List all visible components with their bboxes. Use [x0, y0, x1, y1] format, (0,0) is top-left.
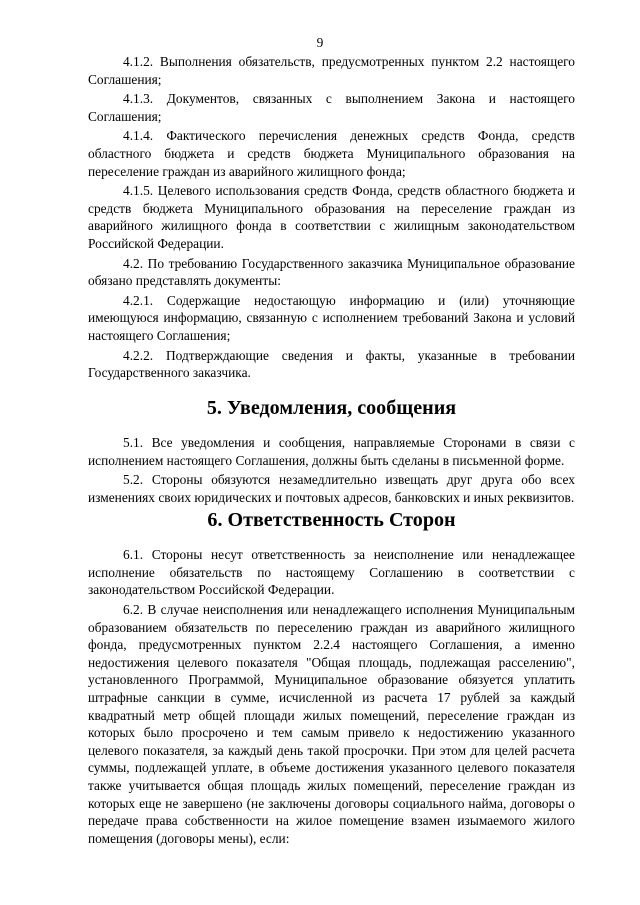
document-body: [88, 53, 575, 849]
paragraph-4-2-2: 4.2.2. Подтверждающие сведения и факты, указанные в требовании Государственного заказчика.: [88, 347, 575, 381]
paragraph-4-1-2: 4.1.2. Выполнения обязательств, предусмотренных пунктом 2.2 настоящего Соглашения;: [88, 54, 575, 87]
paragraph-4-1-5: 4.1.5. Целевого использования средств Фонда, средств областного бюджета и средств бюджета Муниципального образования на переселение граждан из аварийного жилищного фонда в соответствии с жилищным законодательством Российской Федерации.: [88, 183, 575, 251]
paragraph-4-2-1: 4.2.1. Содержащие недостающую информацию и (или) уточняющие имеющуюся информацию, связанную с исполнением требований Закона и условий настоящего Соглашения;: [88, 292, 575, 343]
paragraph-4-1-4: 4.1.4. Фактического перечисления денежных средств Фонда, средств областного бюджета и средств бюджета Муниципального образования на переселение граждан из аварийного жилищного фонда;: [88, 128, 575, 179]
paragraph-6-1: 6.1. Стороны несут ответственность за неисполнение или ненадлежащее исполнение обязательств по настоящему Соглашению в соответствии с законодательством Российской Федерации.: [88, 547, 575, 598]
section-6-heading: 6. Ответственность Сторон: [207, 508, 456, 531]
paragraph-4-2: 4.2. По требованию Государственного заказчика Муниципальное образование обязано представлять документы:: [88, 255, 575, 289]
paragraph-5-2: 5.2. Стороны обязуются незамедлительно извещать друг друга обо всех изменениях своих юридических и почтовых адресов, банковских и иных реквизитов.: [88, 472, 575, 506]
paragraph-6-2: 6.2. В случае неисполнения или ненадлежащего исполнения Муниципальным образованием обязательств по переселению граждан из аварийного жилищного фонда, предусмотренных пунктом 2.2.4 настоящего Соглашения, а именно недостижения целевого показателя "Общая площадь, подлежащая расселению", установленного Программой, Муниципальное образование обязуется уплатить штрафные санкции в сумме, исчисленной из расчета 17 рублей за каждый квадратный метр общей площади жилых помещений, переселение граждан из которых было просрочено и тем самым привело к недостижению указанного целевого показателя, за каждый день такой просрочки. При этом для целей расчета суммы, подлежащей уплате, в объеме достижения указанного целевого показателя также учитывается общая площадь жилых помещений, переселение граждан из которых еще не завершено (не заключены договоры социального найма, договоры о передаче права собственности на жилое помещение взамен изымаемого жилого помещения (договоры мены), если:: [88, 602, 575, 846]
section-5-heading: 5. Уведомления, сообщения: [206, 396, 457, 419]
paragraph-5-1: 5.1. Все уведомления и сообщения, направляемые Сторонами в связи с исполнением настоящего Соглашения, должны быть сделаны в письменной форме.: [88, 435, 575, 468]
page-number: 9: [316, 35, 324, 50]
paragraph-4-1-3: 4.1.3. Документов, связанных с выполнением Закона и настоящего Соглашения;: [88, 91, 575, 124]
